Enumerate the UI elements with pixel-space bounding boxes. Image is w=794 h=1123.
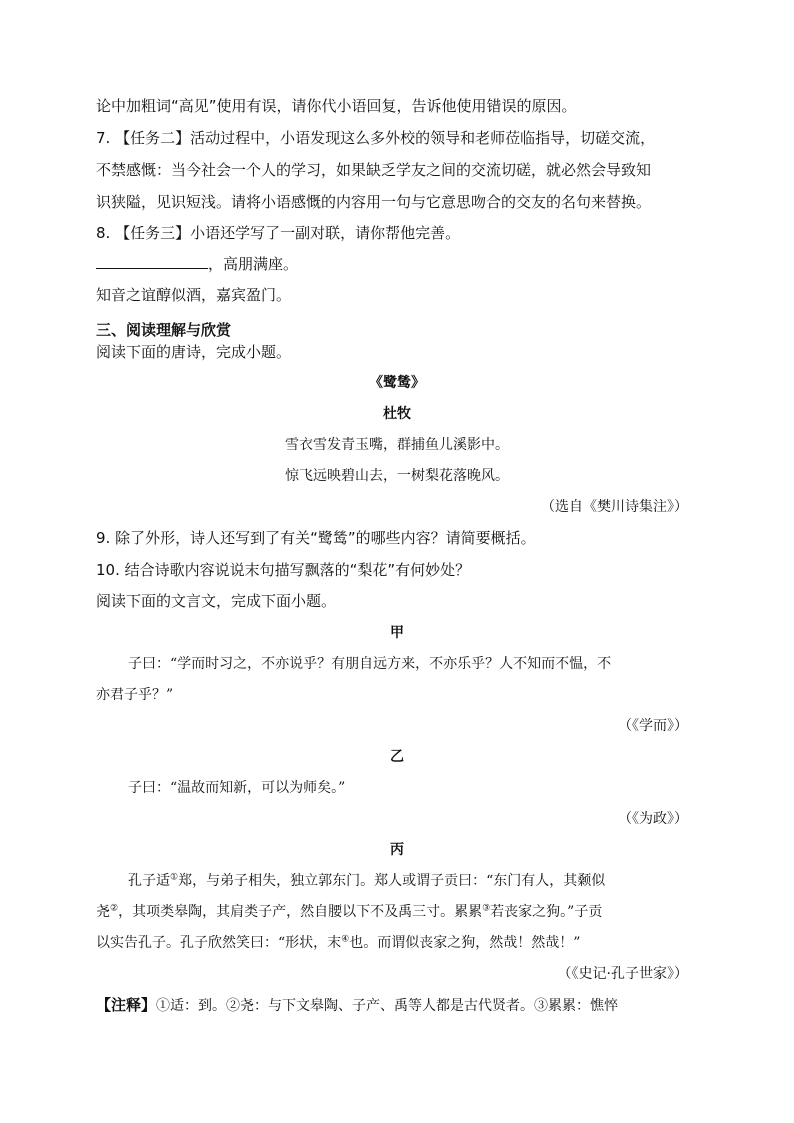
q7-line-3: 识狭隘，见识短浅。请将小语感慨的内容用一句与它意思吻合的交友的名句来替换。 xyxy=(96,193,652,211)
bing-text-3a: 以实告孔子。孔子欣然笑曰：“形状，末 xyxy=(96,935,342,951)
q8-couplet-upper xyxy=(96,254,298,274)
poem-author: 杜牧 xyxy=(383,406,411,422)
classical-intro: 阅读下面的文言文，完成下面小题。 xyxy=(96,592,337,610)
poem-title: 《鹭鸶》 xyxy=(369,375,425,391)
passage-jia-label: 甲 xyxy=(390,625,404,641)
footnote-marker-1: ① xyxy=(170,872,179,883)
poem-intro: 阅读下面的唐诗，完成小题。 xyxy=(96,343,292,361)
passage-bing-line-1 xyxy=(128,871,605,891)
bing-text-2c: 若丧家之狗。”子贡 xyxy=(490,904,603,920)
section-3-heading: 三、阅读理解与欣赏 xyxy=(96,321,232,339)
notes-text: ①适：到。②尧：与下文皋陶、子产、禹等人都是古代贤者。③累累：憔悴 xyxy=(156,998,619,1014)
bing-text-2b: ，其项类皋陶，其肩类子产，然自腰以下不及禹三寸。累累 xyxy=(118,904,483,920)
q9-text: 9. 除了外形，诗人还写到了有关“鹭鸶”的哪些内容？请简要概括。 xyxy=(96,529,536,547)
footnote-marker-3: ③ xyxy=(482,903,491,914)
poem-source: （选自《樊川诗集注》） xyxy=(541,499,688,515)
poem-line-2: 惊飞远映碧山去，一树梨花落晚风。 xyxy=(285,468,509,484)
bing-text-1b: 郑，与弟子相失，独立郭东门。郑人或谓子贡曰：“东门有人，其颡似 xyxy=(178,873,606,889)
q8-couplet-lower: 知音之谊醇似酒，嘉宾盈门。 xyxy=(96,286,292,304)
passage-yi-line-1: 子曰：“温故而知新，可以为师矣。” xyxy=(128,780,346,796)
passage-bing-line-3 xyxy=(96,933,580,953)
bing-text-3b: 也。而谓似丧家之狗，然哉！然哉！” xyxy=(349,935,581,951)
passage-yi-source: （《为政》） xyxy=(618,811,688,827)
passage-yi-label: 乙 xyxy=(390,749,404,765)
passage-bing-line-2 xyxy=(96,902,602,922)
q7-line-2: 不禁感慨：当今社会一个人的学习，如果缺乏学友之间的交流切磋，就必然会导致知 xyxy=(96,161,652,179)
bing-text-2a: 尧 xyxy=(96,904,110,920)
q7-line-1: 7. 【任务二】活动过程中，小语发现这么多外校的领导和老师莅临指导，切磋交流， xyxy=(96,129,656,147)
q8-prompt: 8. 【任务三】小语还学写了一副对联，请你帮他完善。 xyxy=(96,224,461,242)
notes-label: 【注释】 xyxy=(96,996,157,1014)
q10-text: 10. 结合诗歌内容说说末句描写飘落的“梨花”有何妙处？ xyxy=(96,561,471,579)
poem-line-1: 雪衣雪发青玉嘴，群捕鱼儿溪影中。 xyxy=(285,437,509,453)
couplet-upper-tail: ，高朋满座。 xyxy=(208,255,299,273)
footnote-marker-4: ④ xyxy=(341,934,350,945)
passage-jia-line-1: 子曰：“学而时习之，不亦说乎？有朋自远方来，不亦乐乎？人不知而不愠，不 xyxy=(128,656,612,672)
annotation-notes xyxy=(96,995,618,1016)
couplet-answer-blank[interactable] xyxy=(96,254,208,269)
passage-jia-source: （《学而》） xyxy=(618,718,688,734)
passage-bing-label: 丙 xyxy=(390,842,404,858)
passage-bing-source: （《史记·孔子世家》） xyxy=(557,966,688,982)
bing-text-1a: 孔子适 xyxy=(128,873,170,889)
q6-continuation: 论中加粗词“高见”使用有误，请你代小语回复，告诉他使用错误的原因。 xyxy=(96,97,577,115)
passage-jia-line-2: 亦君子乎？” xyxy=(96,687,174,703)
footnote-marker-2: ② xyxy=(110,903,119,914)
